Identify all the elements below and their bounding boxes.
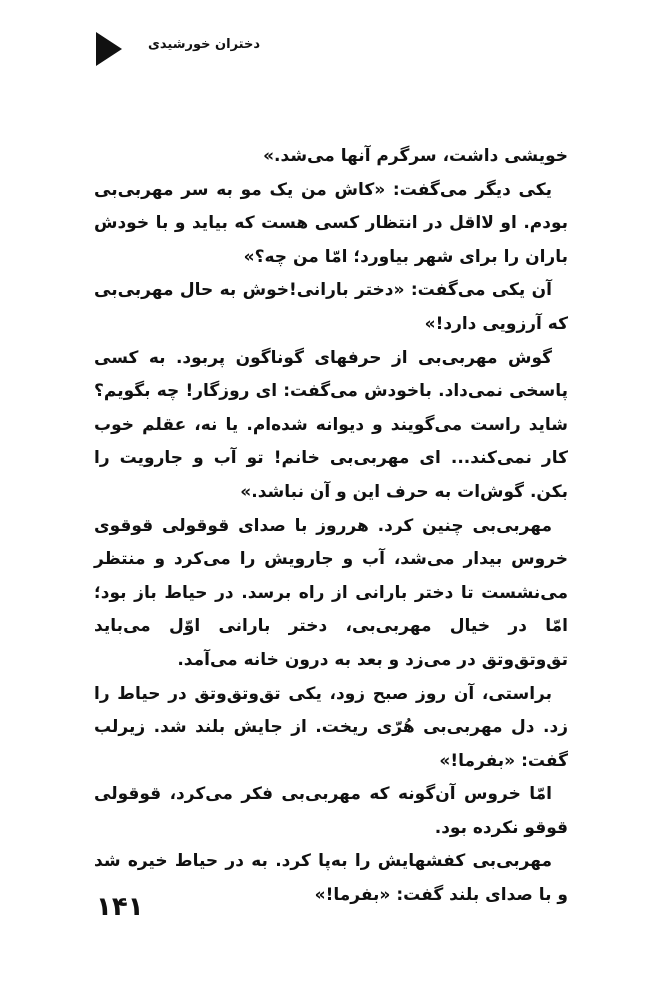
paragraph: آن یکی می‌گفت: «دختر بارانی!خوش به حال مهربی‌بی که آرزویی دارد!»	[94, 280, 568, 334]
page-body	[94, 140, 568, 913]
running-header	[90, 28, 560, 68]
paragraph: خویشی داشت، سرگرم آنها می‌شد.»	[263, 146, 568, 166]
paragraph: براستی، آن روز صبح زود، یکی تق‌وتق‌وتق در حیاط را زد. دل مهربی‌بی هُرّی ریخت. از جایش بلند شد. زیرلب گفت: «بفرما!»	[94, 683, 568, 771]
paragraph: مهربی‌بی چنین کرد. هرروز با صدای قوقولی قوقوی خروس بیدار می‌شد، آب و جارویش را می‌کرد و منتظر می‌نشست تا دختر بارانی از راه برسد. در حیاط باز بود؛ امّا در خیال مهربی‌بی، دختر بارانی اوّل می‌باید تق‌وتق‌وتق در می‌زد و بعد به درون خانه می‌آمد.	[94, 515, 568, 670]
paragraph: مهربی‌بی کفشهایش را به‌پا کرد. به در حیاط خیره شد و با صدای بلند گفت: «بفرما!»	[94, 851, 568, 906]
page-number: ۱۴۱	[96, 892, 144, 922]
paragraph: گوش مهربی‌بی از حرفهای گوناگون پربود. به کسی پاسخی نمی‌داد. باخودش می‌گفت: ای روزگار! چه بگویم؟ شاید راست می‌گویند و دیوانه شده‌ام. یا نه، عقلم خوب کار نمی‌کند... ای مهربی‌بی خانم! تو آب و جارویت را بکن. گوش‌ات به حرف این و آن نباشد.»	[94, 347, 568, 502]
paragraph: امّا خروس آن‌گونه که مهربی‌بی فکر می‌کرد، قوقولی قوقو نکرده بود.	[94, 784, 568, 838]
paragraph: یکی دیگر می‌گفت: «کاش من یک مو به سر مهربی‌بی بودم. او لااقل در انتظار کسی هست که بیاید و با خودش باران را برای شهر بیاورد؛ امّا من چه؟»	[94, 179, 568, 267]
triangle-marker-icon	[96, 32, 122, 66]
running-title: دختران خورشیدی	[148, 37, 261, 52]
